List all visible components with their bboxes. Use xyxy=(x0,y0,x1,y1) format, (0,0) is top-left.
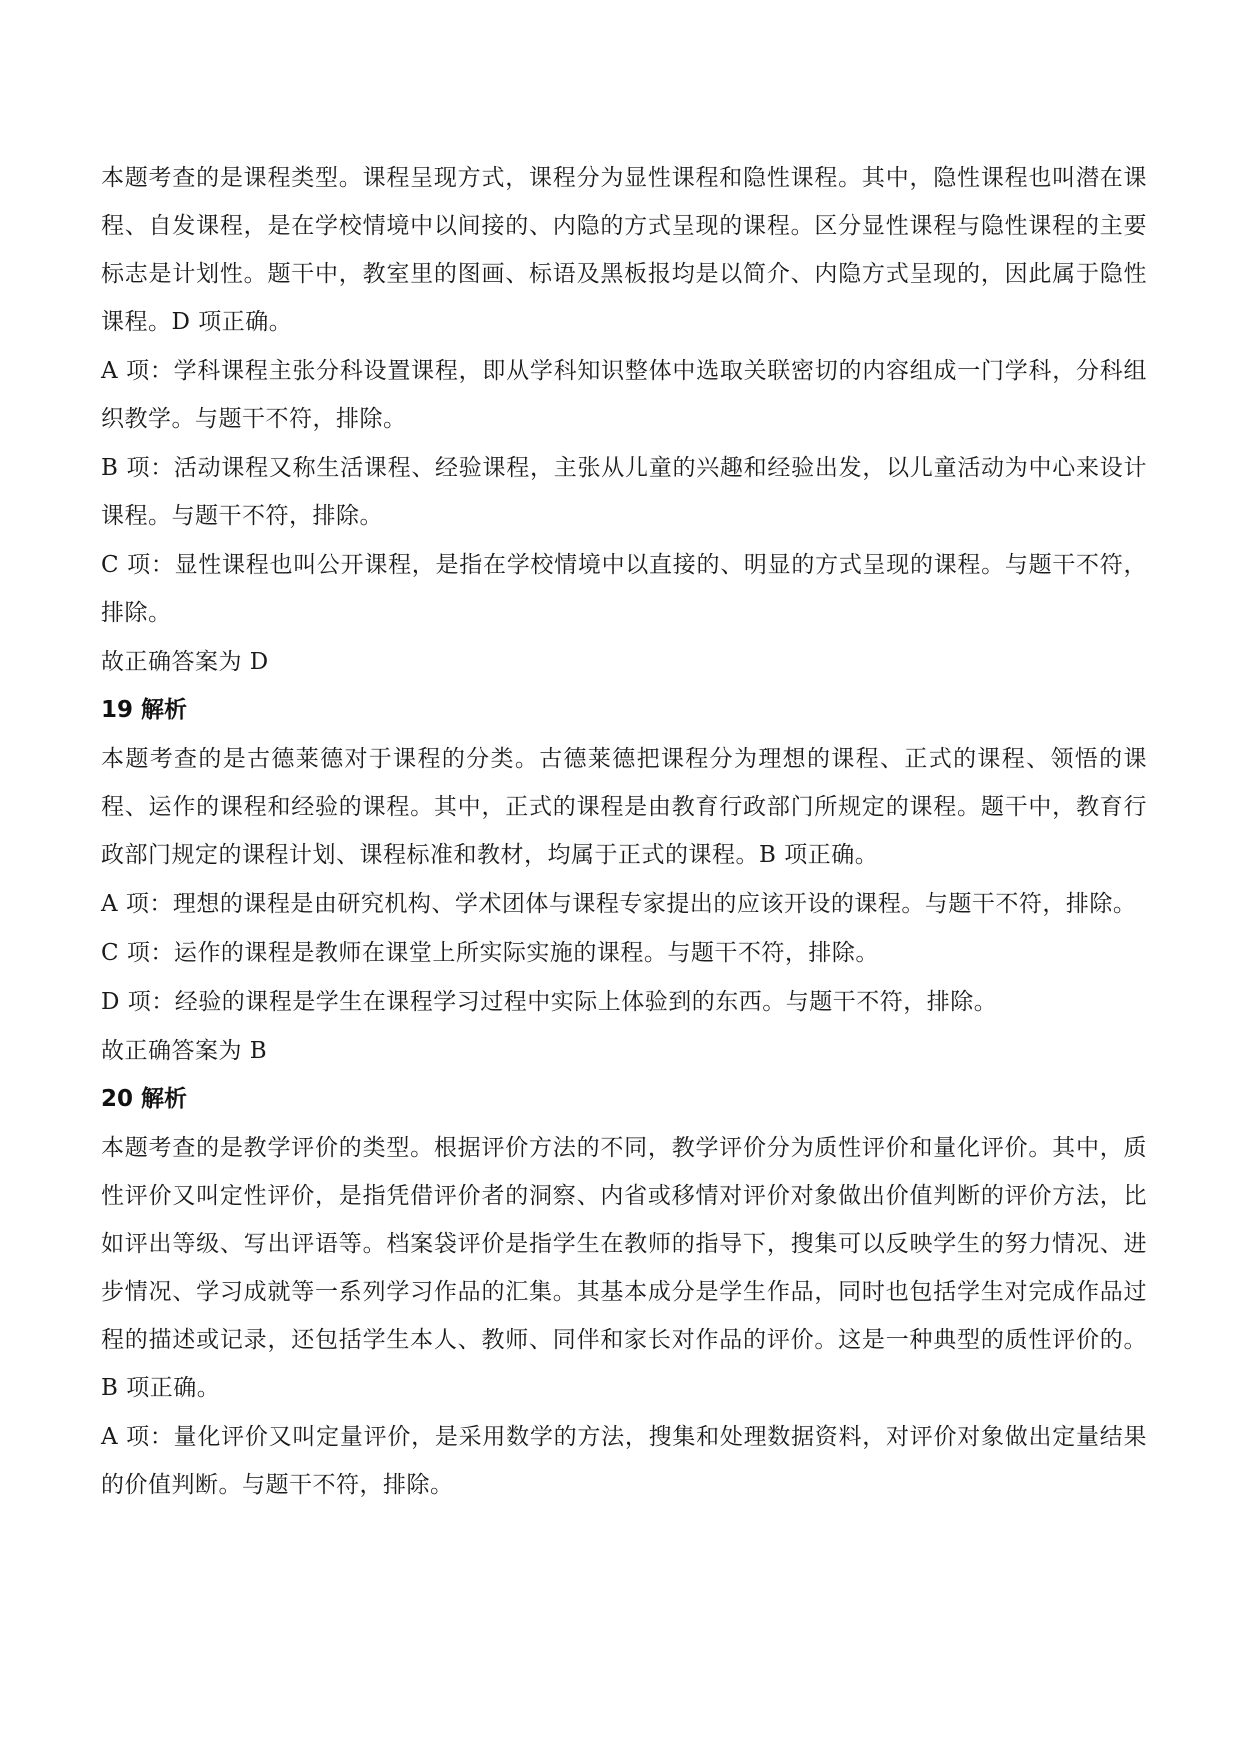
option-a-explanation: A 项：学科课程主张分科设置课程，即从学科知识整体中选取关联密切的内容组成一门学科，分科组织教学。与题干不符，排除。 xyxy=(101,358,1147,432)
correct-answer: 故正确答案为 B xyxy=(101,1038,268,1064)
analysis-paragraph: 本题考查的是教学评价的类型。根据评价方法的不同，教学评价分为质性评价和量化评价。其中，质性评价又叫定性评价，是指凭借评价者的洞察、内省或移情对评价对象做出价值判断的评价方法，比如评出等级、写出评语等。档案袋评价是指学生在教师的指导下，搜集可以反映学生的努力情况、进步情况、学习成就等一系列学习作品的汇集。其基本成分是学生作品，同时也包括学生对完成作品过程的描述或记录，还包括学生本人、教师、同伴和家长对作品的评价。这是一种典型的质性评价的。B 项正确。 xyxy=(101,1135,1147,1401)
option-d-explanation: D 项：经验的课程是学生在课程学习过程中实际上体验到的东西。与题干不符，排除。 xyxy=(101,989,998,1015)
section-heading: 19 解析 xyxy=(101,697,188,723)
answer-section-19 xyxy=(101,686,1147,1075)
analysis-paragraph: 本题考查的是课程类型。课程呈现方式，课程分为显性课程和隐性课程。其中，隐性课程也叫潜在课程、自发课程，是在学校情境中以间接的、内隐的方式呈现的课程。区分显性课程与隐性课程的主要标志是计划性。题干中，教室里的图画、标语及黑板报均是以简介、内隐方式呈现的，因此属于隐性课程。D 项正确。 xyxy=(101,165,1147,335)
option-a-explanation: A 项：量化评价又叫定量评价，是采用数学的方法，搜集和处理数据资料，对评价对象做出定量结果的价值判断。与题干不符，排除。 xyxy=(101,1424,1147,1498)
correct-answer: 故正确答案为 D xyxy=(101,649,269,675)
analysis-paragraph: 本题考查的是古德莱德对于课程的分类。古德莱德把课程分为理想的课程、正式的课程、领悟的课程、运作的课程和经验的课程。其中，正式的课程是由教育行政部门所规定的课程。题干中，教育行政部门规定的课程计划、课程标准和教材，均属于正式的课程。B 项正确。 xyxy=(101,746,1147,868)
option-a-explanation: A 项：理想的课程是由研究机构、学术团体与课程专家提出的应该开设的课程。与题干不符，排除。 xyxy=(101,891,1137,917)
document-page xyxy=(101,154,1147,1509)
option-b-explanation: B 项：活动课程又称生活课程、经验课程，主张从儿童的兴趣和经验出发，以儿童活动为中心来设计课程。与题干不符，排除。 xyxy=(101,455,1147,529)
option-c-explanation: C 项：运作的课程是教师在课堂上所实际实施的课程。与题干不符，排除。 xyxy=(101,940,879,966)
answer-section-18 xyxy=(101,154,1147,686)
answer-section-20 xyxy=(101,1075,1147,1509)
section-heading: 20 解析 xyxy=(101,1086,188,1112)
option-c-explanation: C 项：显性课程也叫公开课程，是指在学校情境中以直接的、明显的方式呈现的课程。与题干不符，排除。 xyxy=(101,552,1147,626)
